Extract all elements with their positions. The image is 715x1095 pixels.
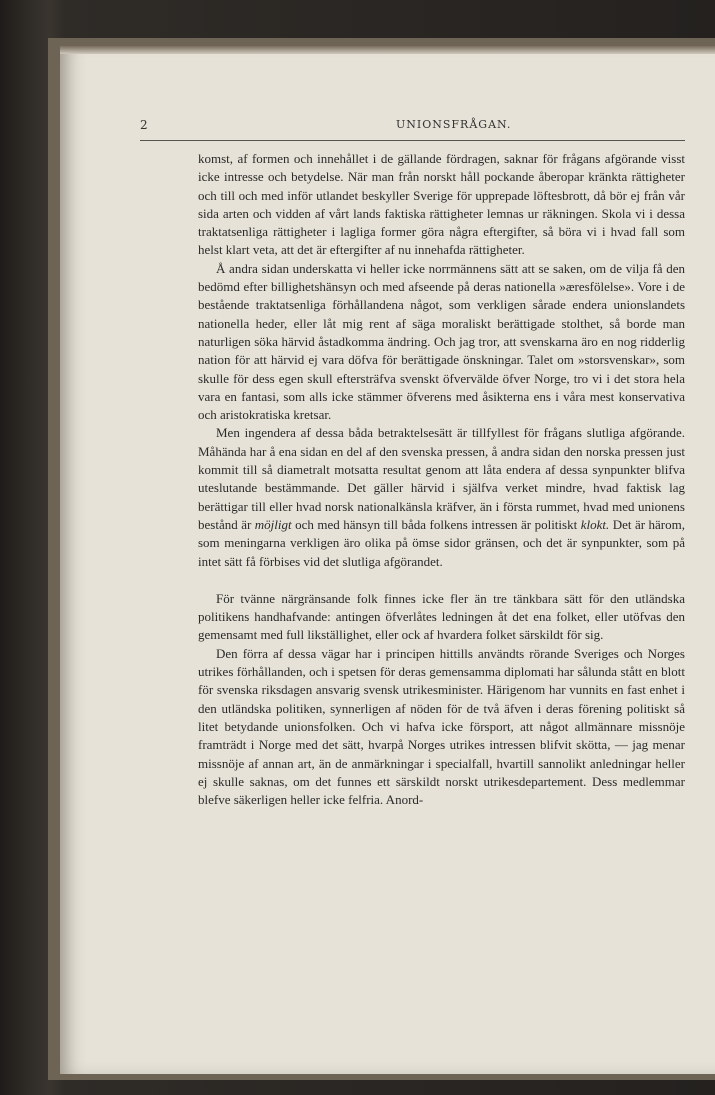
paragraph-3-part-2: och med hänsyn till båda folkens intressen är politiskt — [291, 516, 581, 532]
paragraph-2: Å andra sidan underskatta vi heller icke norrmännens sätt att se saken, om de vilja få den bedömd efter billighetshänsyn och med afseende på deras nationella »æresfölelse». Vore i de bestående traktatsenliga förhållandena något, som verkligen sårade endera unionslandets nationella heder, eller låt mig rent af säga moraliskt berättigade stolthet, så borde man naturligen söka härvid åstadkomma ändring. Och jag tror, att svenskarna äro en nog ridderlig nation för att härvid ej vara döfva för berättigade önskningar. Talet om »storsvenskar», som skulle för dess egen skull eftersträfva svenskt öfvervälde öfver Norge, tro vi i det stora hela vara en fantasi, som alls icke stämmer öfverens med åsikterna ens i våra mest konservativa och aristokratiska kretsar. — [198, 260, 685, 423]
paragraph-3 — [198, 424, 685, 570]
page-number: 2 — [140, 118, 148, 132]
page-header — [140, 118, 685, 141]
paragraph-3-part-3: Det är härom, som meningarna verkligen äro olika på ömse sidor gränsen, och det är synpunkter, som på intet sätt få förbises vid det slutliga afgörandet. — [198, 516, 685, 569]
running-head: UNIONSFRÅGAN. — [396, 118, 512, 131]
paragraph-4: För tvänne närgränsande folk finnes icke fler än tre tänkbara sätt för den utländska politikens handhafvande: antingen öfverlåtes ledningen åt det ena folket, eller utöfvas den gemensamt med full likställighet, eller ock af hvardera folket särskildt för sig. — [198, 590, 685, 643]
paragraph-5: Den förra af dessa vägar har i principen hittills användts rörande Sveriges och Norges utrikes förhållanden, och i spetsen för deras gemensamma diplomati har sålunda stått en blott för svenska riksdagen ansvarig svensk utrikesminister. Härigenom har vunnits en fast enhet i den utländska politiken, synnerligen af nöden för de två äfven i deras förening politiskt så litet betydande unionsfolken. Och vi hafva icke försport, att något allmännare missnöje framträdt i Norge med det sätt, hvarpå Norges utrikes intressen blifvit skötta, — jag menar missnöje af annan art, än de anmärkningar i specialfall, hvartill sannolikt anledningar heller ej skulle saknas, om det funnes ett särskildt norskt utrikesdepartement. Dess medlemmar blefve säkerligen heller icke felfria. Anord- — [198, 645, 685, 808]
body-text — [198, 150, 685, 809]
emphasis-mojligt: möjligt — [254, 516, 292, 532]
paragraph-1: komst, af formen och innehållet i de gällande fördragen, saknar för frågans afgörande visst icke intresse och betydelse. När man från norskt håll pockande åberopar kränkta rättigheter och till och med inför utlandet beskyller Sverige för upprepade löftesbrott, då bör ej från vår sida arten och vidden af vårt lands faktiska rättigheter lemnas ur räkningen. Skola vi i dessa traktatsenliga rättigheter i lagliga former göra några eftergifter, så böra vi i hvad fall som helst klart veta, att det är eftergifter af nu innehafda rättigheter. — [198, 151, 685, 258]
emphasis-klokt: klokt. — [580, 516, 610, 532]
paragraph-3-part-1: Men ingendera af dessa båda betraktelsesätt är tillfyllest för frågans slutliga afgörande. Måhända har å ena sidan en del af den svenska pressen, å andra sidan den norska pressen just kommit till så diametralt motsatta resultat genom att låta endera af dessa synpunkter blifva uteslutande bestämmande. Det gäller härvid i själfva verket mindre, hvad faktisk lag berättigar till eller hvad norsk nationalkänsla kräfver, än i första rummet, hvad med unionens bestånd är — [198, 425, 685, 532]
